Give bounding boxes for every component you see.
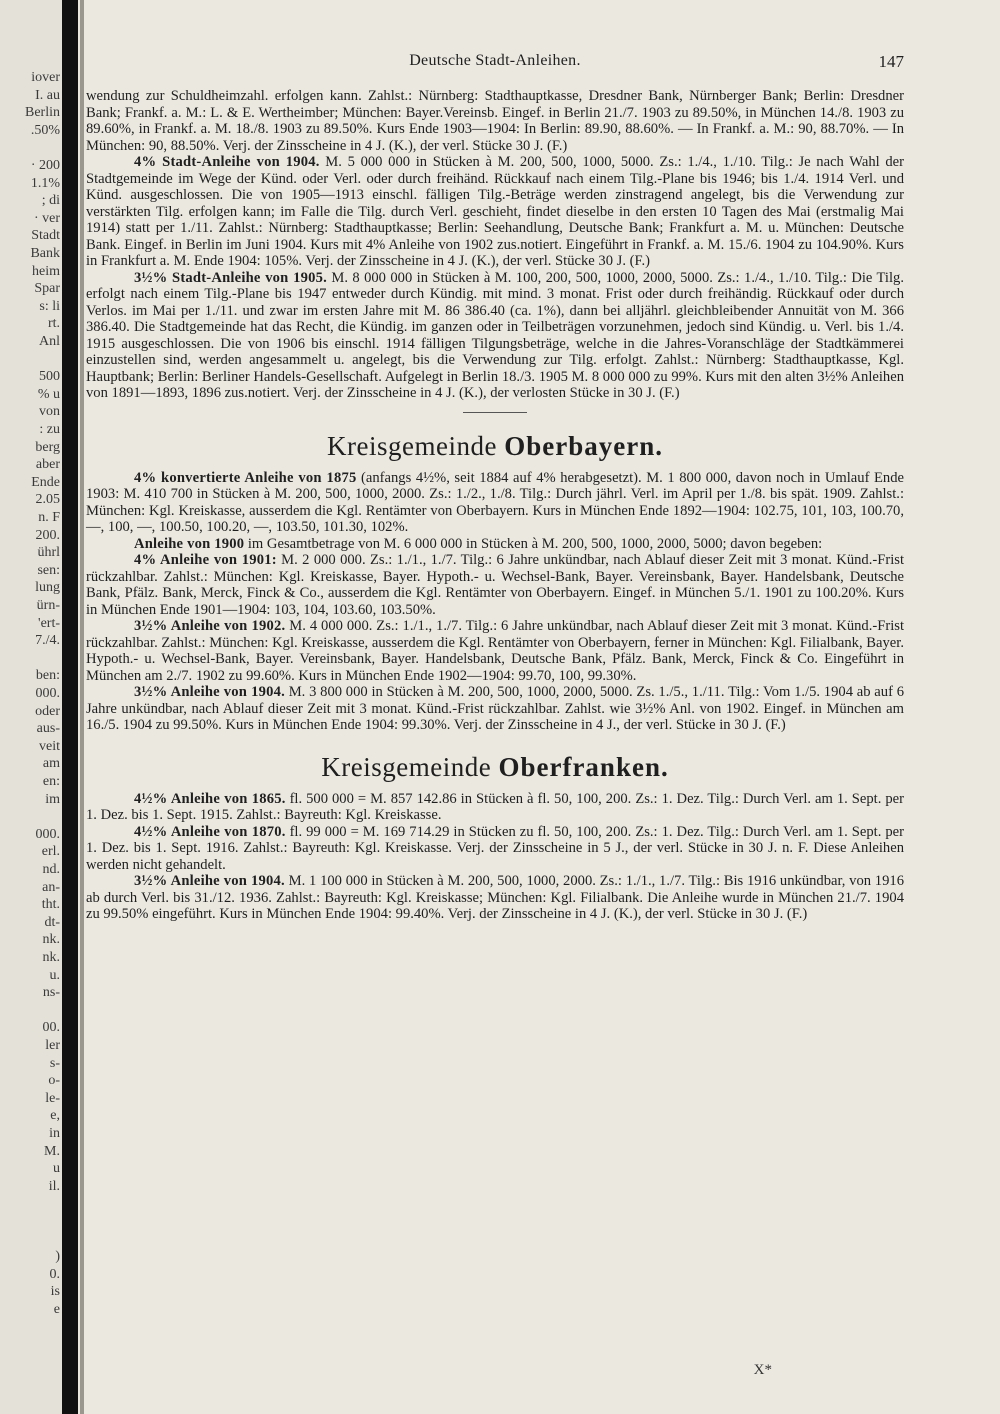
section-title-prefix: Kreisgemeinde	[327, 430, 505, 461]
entry-stadt-anleihe-1905	[86, 270, 904, 402]
gutter-fragment: rt.	[47, 316, 60, 332]
entry-stadt-anleihe-1904	[86, 154, 904, 270]
gutter-fragment: iover	[31, 70, 60, 85]
entry-heading: 4% Stadt-Anleihe von 1904.	[134, 154, 320, 170]
gutter-fragment: aus-	[36, 721, 60, 737]
section-title-name: Oberfranken.	[498, 751, 669, 782]
gutter-fragment: M.	[44, 1143, 60, 1159]
gutter-fragment: Bank	[30, 246, 60, 261]
entry-body: im Gesamtbetrage von M. 6 000 000 in Stücken à M. 200, 500, 1000, 2000, 5000; davon begeben:	[244, 535, 823, 552]
entry-body: fl. 500 000 = M. 857 142.86 in Stücken à fl. 50, 100, 200. Zs.: 1. Dez. Tilg.: Durch Verl. am 1. Sept. per 1. Dez. bis 1. Sept. 1915. Zahlst.: Bayreuth: Kgl. Kreiskasse.	[86, 790, 904, 823]
entry-anleihe-1870	[86, 824, 904, 874]
gutter-fragment: 200.	[35, 527, 60, 543]
facing-page-gutter	[0, 0, 62, 1414]
gutter-fragment: il.	[48, 1178, 60, 1194]
gutter-fragment: 'ert-	[38, 615, 60, 631]
gutter-fragment: I. au	[35, 87, 60, 103]
book-spine-shadow	[62, 0, 78, 1414]
gutter-fragment: am	[42, 756, 60, 772]
entry-heading: 4½% Anleihe von 1870.	[134, 823, 286, 840]
gutter-fragment: 0.	[49, 1266, 60, 1282]
entry-heading: 3½% Anleihe von 1904.	[134, 873, 285, 889]
entry-body: M. 3 800 000 in Stücken à M. 200, 500, 1000, 2000, 5000. Zs. 1./5., 1./11. Tilg.: Vom 1./5. 1904 ab auf 6 Jahre unkündbar, nach Ablauf dieser Zeit mit 3 monat. Künd.-Frist rückzahlbar. Zahlst. wie 3½% Anl. von 1902. Eingef. in München am 16./5. 1904 zu 99.50%. Kurs in München Ende 1904: 99.30%. Verj. der Zinsscheine in 4 J., der verl. Stücke in 30 J. (F.)	[86, 684, 904, 733]
section-title-oberfranken	[86, 752, 904, 783]
gutter-fragment: berg	[35, 439, 60, 455]
gutter-fragment: is	[50, 1284, 60, 1300]
gutter-fragment: · ver	[33, 210, 60, 226]
gutter-fragment: en:	[42, 774, 60, 789]
gutter-fragment: 2.05	[35, 492, 60, 508]
entry-heading: Anleihe von 1900	[134, 535, 245, 552]
gutter-fragment: Ende	[31, 474, 60, 490]
running-title: Deutsche Stadt-Anleihen.	[409, 52, 581, 69]
gutter-fragment: 500	[39, 369, 60, 385]
page-number: 147	[878, 52, 904, 71]
gutter-fragment: aber	[35, 457, 60, 473]
entry-anleihe-1875	[86, 470, 904, 536]
gutter-fragment: oder	[35, 703, 60, 719]
section-divider	[463, 412, 527, 413]
gutter-fragment: s: li	[39, 298, 60, 314]
entry-anleihe-1902	[86, 618, 904, 684]
gutter-fragment: nd.	[42, 862, 60, 877]
entry-heading: 4% konvertierte Anleihe von 1875	[134, 469, 357, 486]
entry-heading: 4½% Anleihe von 1865.	[134, 790, 286, 807]
gutter-fragment: ührl	[37, 545, 60, 561]
paragraph-continuation: wendung zur Schuldheimzahl. erfolgen kann. Zahlst.: Nürnberg: Stadthauptkasse, Dresdner Bank, Nürnberger Bank; Berlin: Dresdner Bank; Frankf. a. M.: L. & E. Wertheimber; München: Bayer.Vereinsb. Eingef. in Berlin 21./7. 1903 zu 89.50%, in München 14./8. 1903 zu 89.60%, in Frankf. a. M. 18./8. 1903 zu 89.50%. Kurs Ende 1903—1904: In Berlin: 89.90, 88.60%. — In Frankf. a. M.: 90, 88.70%. — In München: 90, 88.50%. Verj. der Zinsscheine in 4 J. (K.), der verl. Stücke 30 J. (F.)	[86, 88, 904, 154]
gutter-fragment: 00.	[42, 1020, 60, 1036]
gutter-fragment: e,	[50, 1108, 60, 1124]
entry-body: M. 1 100 000 in Stücken à M. 200, 500, 1000, 2000. Zs.: 1./1., 1./7. Tilg.: Bis 1916 unkündbar, von 1916 ab durch Verl. bis 31./12. 1936. Zahlst.: Bayreuth: Kgl. Kreiskasse; München: Kgl. Filialbank. Die Anleihe wurde in München 21./7. 1904 zu 99.50% eingeführt. Kurs in München Ende 1904: 99.40%. Verj. der Zinsscheine in 4 J. (K.), der verl. Stücke in 30 J. (F.)	[86, 873, 904, 922]
gutter-fragment: an-	[42, 879, 60, 895]
gutter-fragment: von	[39, 404, 60, 420]
gutter-fragment: Stadt	[31, 228, 60, 244]
entry-anleihe-1865	[86, 791, 904, 824]
entry-body: M. 2 000 000. Zs.: 1./1., 1./7. Tilg.: 6 Jahre unkündbar, nach Ablauf dieser Zeit mit 3 monat. Künd.-Frist rückzahlbar. Zahlst.: München: Kgl. Kreiskasse, Bayer. Hypoth.- u. Wechsel-Bank, Bayer. Vereinsbank, Bayer. Handelsbank, Deutsche Bank, Pfälz. Bank, Merck, Finck & Co., ausserdem die Kgl. Rentämter von Oberbayern. Eingef. in München 5./1. 1901 zu 100.20%. Kurs in München Ende 1901—1904: 103, 104, 103.60, 103.50%.	[86, 552, 905, 618]
gutter-fragment: o-	[48, 1073, 60, 1089]
section-title-oberbayern	[86, 431, 904, 462]
entry-body: fl. 99 000 = M. 169 714.29 in Stücken zu fl. 50, 100, 200. Zs.: 1. Dez. Tilg.: Durch Verl. am 1. Sept. per 1. Dez. bis 1. Sept. 1916. Zahlst.: Bayreuth: Kgl. Kreiskasse. Verj. der Zinsscheine in 5 J., der verl. Stücke in 30 J. n. F. Diese Anleihen werden nicht gehandelt.	[86, 823, 904, 873]
gutter-fragment: heim	[32, 263, 60, 279]
gutter-fragment: : zu	[39, 422, 60, 437]
gutter-fragment: erl.	[41, 844, 60, 860]
gutter-fragment: in	[49, 1126, 60, 1141]
entry-anleihe-1904-oberbayern	[86, 684, 904, 734]
section-title-name: Oberbayern.	[504, 430, 663, 461]
gutter-fragment: veit	[39, 738, 60, 754]
gutter-fragment: 1.1%	[30, 175, 60, 191]
gutter-fragment: Berlin	[25, 105, 60, 121]
gutter-fragment: u.	[49, 967, 60, 983]
entry-body: M. 5 000 000 in Stücken à M. 200, 500, 1000, 5000. Zs.: 1./4., 1./10. Tilg.: Je nach Wahl der Stadtgemeinde im Wege der Künd. oder Verl. oder durch freihänd. Rückkauf nach einem Tilg.-Plane bis 1946; bis 1./4. 1914 Verl. und Künd. ausgeschlossen. Die von 1905—1913 einschl. fälligen Tilg.-Beträge werden zinstragend angelegt, bis die Verwendung zur verstärkten Tilg. erfolgen kann; im Falle die Tilg. durch Verl. geschieht, findet dieselbe in den ersten 10 Tagen des Mai (erstmalig Mai 1914) statt per 1./11. Zahlst.: Nürnberg: Stadthauptkasse; Berlin: Seehandlung, Deutsche Bank; Frankfurt a. M. u. München: Deutsche Bank. Eingef. in Berlin im Juni 1904. Kurs mit 4% Anleihe von 1902 zus.notiert. Eingeführt in Frankf. a. M. 15./6. 1904 zu 104.90%. Kurs in Frankfurt a. M. Ende 1904: 105%. Verj. der Zinsscheine in 4 J. (K.), der verl. Stücke 30 J. (F.)	[86, 154, 905, 269]
entry-body: M. 8 000 000 in Stücken à M. 100, 200, 500, 1000, 2000, 5000. Zs.: 1./4., 1./10. Tilg.: Die Tilg. erfolgt nach einem Tilg.-Plane bis 1947 entweder durch Kündig. mit mind. 3 monat. Frist oder durch freihändig. Rückkauf oder durch Verlos. im Mai per 1./11. und zwar im ersten Jahre mit M. 86 386.40 (ca. 1%), dann bei alljährl. gleichbleibender Annuität von M. 366 386.40. Die Stadtgemeinde hat das Recht, die Kündig. im ganzen oder in Teilbeträgen vorzunehmen, jedoch sind Kündig. u. Verl. bis 1./4. 1915 ausgeschlossen. Die von 1906 bis einschl. 1914 fälligen Tilgungsbeträge, welche in die Jahres-Voranschläge der Stadtkämmerei einzustellen sind, werden angesammelt u. angelegt, bis die Verwendung zur Tilg. erfolgt. Zahlst.: Nürnberg: Stadthauptkasse, Kgl. Hauptbank; Berlin: Berliner Handels-Gesellschaft. Aufgelegt in Berlin 18./3. 1905 M. 8 000 000 zu 99%. Kurs mit den alten 3½% Anleihen von 1891—1893, 1896 zus.notiert. Verj. der Zinsscheine in 4 J. (K.), der verlosten Stücke in 30 J. (F.)	[86, 269, 904, 401]
gutter-fragment: ürn-	[36, 598, 60, 613]
gutter-fragment: im	[45, 791, 60, 807]
entry-anleihe-1904-oberfranken	[86, 873, 904, 923]
gutter-fragment: nk.	[42, 932, 60, 948]
entry-heading: 3½% Stadt-Anleihe von 1905.	[134, 269, 327, 286]
gutter-fragment: % u	[37, 386, 60, 402]
gutter-fragment: 7./4.	[35, 633, 60, 649]
gutter-fragment: · 200	[30, 158, 60, 173]
gutter-fragment: ns-	[42, 985, 60, 1001]
gutter-fragment: 000.	[35, 686, 60, 701]
gutter-fragment: tht.	[41, 897, 60, 913]
gutter-fragment: le-	[45, 1090, 60, 1106]
gutter-fragment: ben:	[35, 668, 60, 684]
entry-body: M. 4 000 000. Zs.: 1./1., 1./7. Tilg.: 6 Jahre unkündbar, nach Ablauf dieser Zeit mit 3 monat. Künd.-Frist rückzahlbar. Zahlst.: München: Kgl. Kreiskasse, ausserdem die Kgl. Rentämter von Oberbayern, ferner in München: Kgl. Filialbank, Bayer. Hypoth.- u. Wechsel-Bank, Bayer. Vereinsbank, Bayer. Handelsbank, Deutsche Bank, Pfälz. Bank, Merck, Finck & Co. Eingeführt in München am 2./7. 1902 zu 99.60%. Kurs in München Ende 1902—1904: 99.70, 100, 99.30%.	[86, 618, 904, 684]
gutter-fragment: Spar	[34, 281, 60, 297]
gutter-fragment: nk.	[42, 950, 60, 965]
entry-heading: 3½% Anleihe von 1902.	[134, 618, 286, 634]
gutter-fragment: 000.	[35, 826, 60, 842]
gutter-fragment: s-	[49, 1055, 60, 1071]
gutter-fragment: lung	[35, 580, 60, 596]
page-content	[86, 52, 904, 923]
gutter-fragment: ler	[45, 1038, 60, 1053]
gutter-fragment: .50%	[30, 122, 60, 138]
entry-body: (anfangs 4½%, seit 1884 auf 4% herabgesetzt). M. 1 800 000, davon noch in Umlauf Ende 1903: M. 410 700 in Stücken à M. 200, 500, 1000, 2000. Zs.: 1./2., 1./8. Tilg.: Durch jährl. Verl. im April per 1./8. bis spät. 1909. Zahlst.: München: Kgl. Kreiskasse, ausserdem die Kgl. Rentämter von Oberbayern. Kurs in München Ende 1892—1904: 102.75, 101, 103, 100.70, —, 100, —, 100.50, 100.20, —, 103.50, 101.30, 102%.	[86, 469, 904, 535]
book-spine-edge	[80, 0, 84, 1414]
gutter-fragment: n. F	[38, 510, 60, 525]
entry-heading: 3½% Anleihe von 1904.	[134, 684, 285, 700]
signature-mark: X*	[753, 1362, 772, 1378]
gutter-fragment: ; di	[41, 193, 60, 209]
entry-heading: 4% Anleihe von 1901:	[134, 552, 277, 568]
running-head	[86, 52, 904, 74]
gutter-fragment: )	[55, 1249, 60, 1265]
gutter-fragment: e	[53, 1302, 60, 1317]
entry-anleihe-1901	[86, 552, 904, 618]
gutter-fragment: Anl	[39, 334, 60, 349]
gutter-fragment: dt-	[44, 914, 60, 930]
section-title-prefix: Kreisgemeinde	[321, 751, 499, 782]
gutter-fragment: sen:	[37, 562, 60, 578]
entry-anleihe-1900	[86, 536, 904, 553]
gutter-fragment: u	[53, 1161, 60, 1177]
